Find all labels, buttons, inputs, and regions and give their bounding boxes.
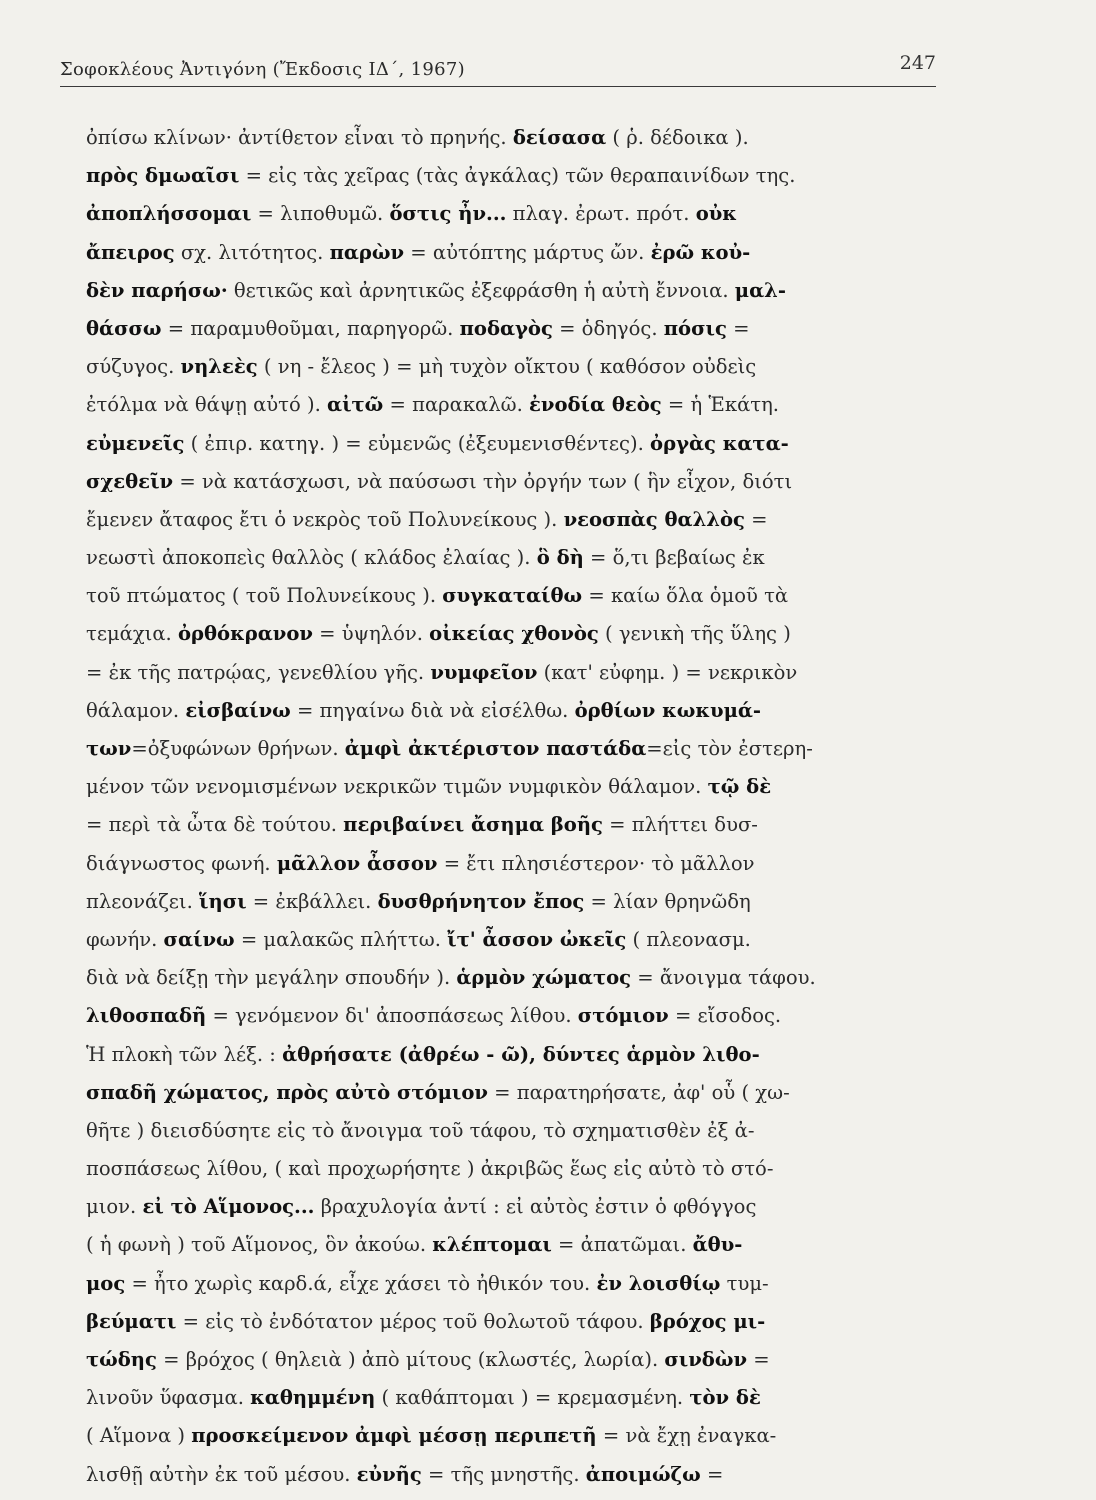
text-line bbox=[86, 614, 946, 652]
lemma-term: δυσθρήνητον ἔπος bbox=[377, 888, 585, 913]
text-line bbox=[86, 1378, 946, 1416]
gloss-text: θετικῶς καὶ ἀρνητικῶς ἐξεφράσθη ἡ αὐτὴ ἔννοια. bbox=[227, 277, 735, 302]
gloss-text: = λιποθυμῶ. bbox=[251, 201, 390, 226]
gloss-text: πλεονάζει. bbox=[86, 888, 200, 913]
gloss-text: τυμ- bbox=[720, 1270, 769, 1295]
gloss-text: = αὐτόπτης μάρτυς ὤν. bbox=[404, 239, 651, 264]
text-line bbox=[86, 309, 946, 347]
text-line bbox=[86, 805, 946, 843]
gloss-text: = bbox=[747, 1347, 770, 1371]
text-line bbox=[86, 271, 946, 309]
gloss-text: = νὰ ἔχῃ ἐναγκα- bbox=[596, 1423, 777, 1448]
lemma-term: ἀθρήσατε (ἀθρέω - ῶ), δύντες ἁρμὸν λιθο- bbox=[282, 1041, 760, 1066]
page-number: 247 bbox=[899, 52, 936, 74]
gloss-text: = ἐκ τῆς πατρῴας, γενεθλίου γῆς. bbox=[86, 659, 431, 684]
text-line bbox=[86, 1035, 946, 1073]
gloss-text: ( ἐπιρ. κατηγ. ) = εὐμενῶς (ἐξευμενισθέντες). bbox=[184, 430, 651, 455]
gloss-text: θῆτε ) διεισδύσητε εἰς τὸ ἄνοιγμα τοῦ τάφου, τὸ σχηματισθὲν ἐξ ἀ- bbox=[86, 1117, 755, 1142]
lemma-term: σινδὼν bbox=[664, 1347, 748, 1371]
lemma-term: νεοσπὰς θαλλὸς bbox=[563, 506, 745, 531]
text-line bbox=[86, 194, 946, 232]
lemma-term: κλέπτομαι bbox=[432, 1232, 552, 1257]
text-line bbox=[86, 1073, 946, 1111]
text-line bbox=[86, 691, 946, 729]
text-line bbox=[86, 500, 946, 538]
gloss-text: βραχυλογία ἀντί : εἰ αὐτὸς ἐστιν ὁ φθόγγος bbox=[314, 1194, 757, 1219]
lemma-term: οὐκ bbox=[695, 201, 737, 226]
text-line bbox=[86, 156, 946, 194]
gloss-text: μένον τῶν νενομισμένων νεκρικῶν τιμῶν νυμφικὸν θάλαμον. bbox=[86, 774, 708, 799]
gloss-text: = bbox=[744, 506, 768, 531]
gloss-text: τεμάχια. bbox=[86, 621, 178, 646]
text-line bbox=[86, 576, 946, 614]
lemma-term: μᾶλλον ἆσσον bbox=[276, 850, 438, 875]
gloss-text: = ἦτο χωρὶς καρδ.ά, εἶχε χάσει τὸ ἠθικόν του. bbox=[125, 1270, 597, 1295]
gloss-text: σχ. λιτότητος. bbox=[174, 239, 330, 264]
text-line bbox=[86, 653, 946, 691]
lemma-term: ὀρθόκρανον bbox=[177, 621, 313, 646]
gloss-text: ( ἡ φωνὴ ) τοῦ Αἵμονος, ὃν ἀκούω. bbox=[86, 1232, 433, 1257]
commentary-body bbox=[86, 118, 966, 1493]
text-line bbox=[86, 767, 946, 805]
gloss-text: μιον. bbox=[86, 1194, 143, 1219]
gloss-text: = πλήττει δυσ- bbox=[602, 812, 758, 837]
running-header bbox=[60, 46, 936, 87]
gloss-text: = ὁδηγός. bbox=[552, 315, 664, 340]
gloss-text: = ἄνοιγμα τάφου. bbox=[631, 965, 816, 990]
lemma-term: βεύματι bbox=[86, 1308, 177, 1333]
lemma-term: θάσσω bbox=[86, 315, 162, 340]
gloss-text: = ἀπατῶμαι. bbox=[551, 1232, 693, 1257]
lemma-term: πρὸς δμωαῖσι bbox=[86, 163, 240, 188]
lemma-term: ἴτ' ἆσσον ὠκεῖς bbox=[447, 926, 627, 951]
text-line bbox=[86, 118, 946, 156]
text-line bbox=[86, 233, 946, 271]
lemma-term: οἰκείας χθονὸς bbox=[429, 621, 599, 646]
gloss-text: ὀπίσω κλίνων· ἀντίθετον εἶναι τὸ πρηνής. bbox=[86, 125, 513, 149]
lemma-term: ὀργὰς κατα- bbox=[650, 430, 789, 455]
text-line bbox=[86, 1111, 946, 1149]
text-line bbox=[86, 1264, 946, 1302]
lemma-term: αἰτῶ bbox=[327, 392, 384, 417]
lemma-term: εἰσβαίνω bbox=[185, 697, 291, 722]
gloss-text: διάγνωστος φωνή. bbox=[86, 850, 277, 875]
lemma-term: σχεθεῖν bbox=[86, 468, 174, 493]
gloss-text: = εἴσοδος. bbox=[668, 1003, 782, 1028]
text-line bbox=[86, 920, 946, 958]
gloss-text: = βρόχος ( θηλειὰ ) ἀπὸ μίτους (κλωστές, λωρία). bbox=[156, 1347, 665, 1371]
gloss-text: = νὰ κατάσχωσι, νὰ παύσωσι τὴν ὀργήν των ( ἣν εἶχον, διότι bbox=[173, 468, 793, 493]
lemma-term: τὸν δὲ bbox=[689, 1385, 761, 1410]
gloss-text: = ἐκβάλλει. bbox=[246, 888, 378, 913]
gloss-text: πλαγ. ἐρωτ. πρότ. bbox=[506, 201, 696, 226]
gloss-text: ( καθάπτομαι ) = κρεμασμένη. bbox=[375, 1385, 690, 1410]
gloss-text: φωνήν. bbox=[86, 926, 164, 951]
gloss-text: = bbox=[700, 1461, 724, 1486]
text-line bbox=[86, 385, 946, 423]
gloss-text: =ὀξυφώνων θρήνων. bbox=[131, 736, 345, 760]
gloss-text: = εἰς τὰς χεῖρας (τὰς ἀγκάλας) τῶν θεραπαινίδων της. bbox=[239, 163, 796, 188]
lemma-term: νυμφεῖον bbox=[430, 659, 538, 684]
text-line bbox=[86, 1302, 946, 1340]
lemma-term: εὐμενεῖς bbox=[86, 430, 185, 455]
gloss-text: = περὶ τὰ ὦτα δὲ τούτου. bbox=[86, 812, 344, 837]
gloss-text: ποσπάσεως λίθου, ( καὶ προχωρήσητε ) ἀκριβῶς ἕως εἰς αὐτὸ τὸ στό- bbox=[86, 1156, 774, 1181]
lemma-term: συγκαταίθω bbox=[442, 583, 583, 608]
lemma-term: τῷ δὲ bbox=[707, 774, 772, 799]
lemma-term: ἐνοδία θεὸς bbox=[529, 392, 662, 417]
text-line bbox=[86, 1455, 946, 1493]
gloss-text: = παραμυθοῦμαι, παρηγορῶ. bbox=[161, 315, 460, 340]
gloss-text: θάλαμον. bbox=[86, 697, 186, 722]
gloss-text: = λίαν θρηνῶδη bbox=[584, 888, 751, 913]
gloss-text: ἔμενεν ἄταφος ἔτι ὁ νεκρὸς τοῦ Πολυνείκους ). bbox=[86, 506, 564, 531]
lemma-term: ἀποπλήσσομαι bbox=[86, 201, 252, 226]
lemma-term: ἀμφὶ ἀκτέριστον παστάδα bbox=[344, 736, 647, 760]
gloss-text: = ἡ Ἑκάτη. bbox=[661, 392, 780, 417]
text-line bbox=[86, 462, 946, 500]
lemma-term: ὀρθίων κωκυμά- bbox=[574, 697, 762, 722]
text-line bbox=[86, 1416, 946, 1454]
lemma-term: ὅστις ἦν... bbox=[389, 201, 507, 226]
text-line bbox=[86, 958, 946, 996]
lemma-term: σαίνω bbox=[163, 926, 235, 951]
text-line bbox=[86, 1187, 946, 1225]
header-title: Σοφοκλέους Ἀντιγόνη (Ἔκδοσις ΙΔ΄, 1967) bbox=[60, 59, 465, 80]
gloss-text: = πηγαίνω διὰ νὰ εἰσέλθω. bbox=[290, 697, 575, 722]
gloss-text: = παρατηρήσατε, ἀφ' οὗ ( χω- bbox=[487, 1079, 790, 1104]
lemma-term: ἄπειρος bbox=[86, 239, 175, 264]
lemma-term: ὃ δὴ bbox=[536, 545, 584, 570]
lemma-term: ἵησι bbox=[199, 888, 247, 913]
lemma-term: εἰ τὸ Αἵμονος... bbox=[142, 1194, 315, 1219]
gloss-text: λισθῇ αὐτὴν ἐκ τοῦ μέσου. bbox=[86, 1461, 357, 1486]
text-line bbox=[86, 1225, 946, 1263]
text-line bbox=[86, 347, 946, 385]
gloss-text: =εἰς τὸν ἐστερη- bbox=[646, 736, 813, 760]
lemma-term: βρόχος μι- bbox=[649, 1308, 766, 1333]
gloss-text: ( πλεονασμ. bbox=[626, 926, 751, 951]
gloss-text: = εἰς τὸ ἐνδότατον μέρος τοῦ θολωτοῦ τάφου. bbox=[176, 1308, 650, 1333]
text-line bbox=[86, 729, 946, 767]
lemma-term: ποδαγὸς bbox=[459, 315, 553, 340]
gloss-text: = ὅ,τι βεβαίως ἐκ bbox=[583, 545, 765, 570]
lemma-term: περιβαίνει ἄσημα βοῆς bbox=[343, 812, 603, 837]
lemma-term: ἐν λοισθίῳ bbox=[596, 1270, 721, 1295]
lemma-term: πόσις bbox=[663, 315, 727, 340]
lemma-term: μος bbox=[86, 1270, 126, 1295]
text-line bbox=[86, 538, 946, 576]
text-line bbox=[86, 1340, 946, 1378]
lemma-term: καθημμένη bbox=[250, 1385, 376, 1410]
gloss-text: ( νη - ἔλεος ) = μὴ τυχὸν οἴκτου ( καθόσον οὐδεὶς bbox=[257, 354, 757, 379]
gloss-text: = παρακαλῶ. bbox=[383, 392, 530, 417]
lemma-term: ἀποιμώζω bbox=[585, 1461, 701, 1486]
lemma-term: των bbox=[86, 736, 132, 760]
gloss-text: = καίω ὅλα ὁμοῦ τὰ bbox=[582, 583, 789, 608]
lemma-term: δείσασα bbox=[512, 125, 607, 149]
lemma-term: λιθοσπαδῆ bbox=[86, 1003, 207, 1028]
gloss-text: ( ῥ. δέδοικα ). bbox=[606, 125, 749, 149]
lemma-term: τώδης bbox=[86, 1347, 157, 1371]
text-line bbox=[86, 1149, 946, 1187]
gloss-text: = ἔτι πλησιέστερον· τὸ μᾶλλον bbox=[437, 850, 755, 875]
gloss-text: σύζυγος. bbox=[86, 354, 181, 379]
lemma-term: προσκείμενον ἀμφὶ μέσσῃ περιπετῆ bbox=[191, 1423, 597, 1448]
lemma-term: εὐνῆς bbox=[356, 1461, 422, 1486]
gloss-text: ἐτόλμα νὰ θάψῃ αὐτό ). bbox=[86, 392, 328, 417]
gloss-text: ( γενικὴ τῆς ὕλης ) bbox=[598, 621, 791, 646]
gloss-text: = bbox=[726, 315, 750, 340]
text-line bbox=[86, 424, 946, 462]
gloss-text: διὰ νὰ δείξῃ τὴν μεγάλην σπουδήν ). bbox=[86, 965, 457, 990]
text-line bbox=[86, 844, 946, 882]
lemma-term: παρὼν bbox=[329, 239, 405, 264]
lemma-term: σπαδῆ χώματος, πρὸς αὐτὸ στόμιον bbox=[86, 1079, 488, 1104]
gloss-text: Ἡ πλοκὴ τῶν λέξ. : bbox=[86, 1041, 283, 1066]
gloss-text: τοῦ πτώματος ( τοῦ Πολυνείκους ). bbox=[86, 583, 443, 608]
gloss-text: ( Αἵμονα ) bbox=[86, 1423, 192, 1448]
lemma-term: ἁρμὸν χώματος bbox=[456, 965, 632, 990]
gloss-text: = τῆς μνηστῆς. bbox=[421, 1461, 586, 1486]
text-line bbox=[86, 882, 946, 920]
gloss-text: (κατ' εὐφημ. ) = νεκρικὸν bbox=[537, 659, 798, 684]
lemma-term: δὲν παρήσω· bbox=[86, 277, 228, 302]
text-line bbox=[86, 996, 946, 1034]
gloss-text: = μαλακῶς πλήττω. bbox=[234, 926, 448, 951]
gloss-text: = γενόμενον δι' ἀποσπάσεως λίθου. bbox=[206, 1003, 578, 1028]
lemma-term: ἄθυ- bbox=[692, 1232, 743, 1257]
lemma-term: ἐρῶ κοὐ- bbox=[650, 239, 751, 264]
gloss-text: λινοῦν ὕφασμα. bbox=[86, 1385, 251, 1410]
gloss-text: νεωστὶ ἀποκοπεὶς θαλλὸς ( κλάδος ἐλαίας ). bbox=[86, 545, 537, 570]
lemma-term: μαλ- bbox=[734, 277, 786, 302]
gloss-text: = ὑψηλόν. bbox=[312, 621, 430, 646]
lemma-term: νηλεὲς bbox=[180, 354, 258, 379]
lemma-term: στόμιον bbox=[577, 1003, 669, 1028]
